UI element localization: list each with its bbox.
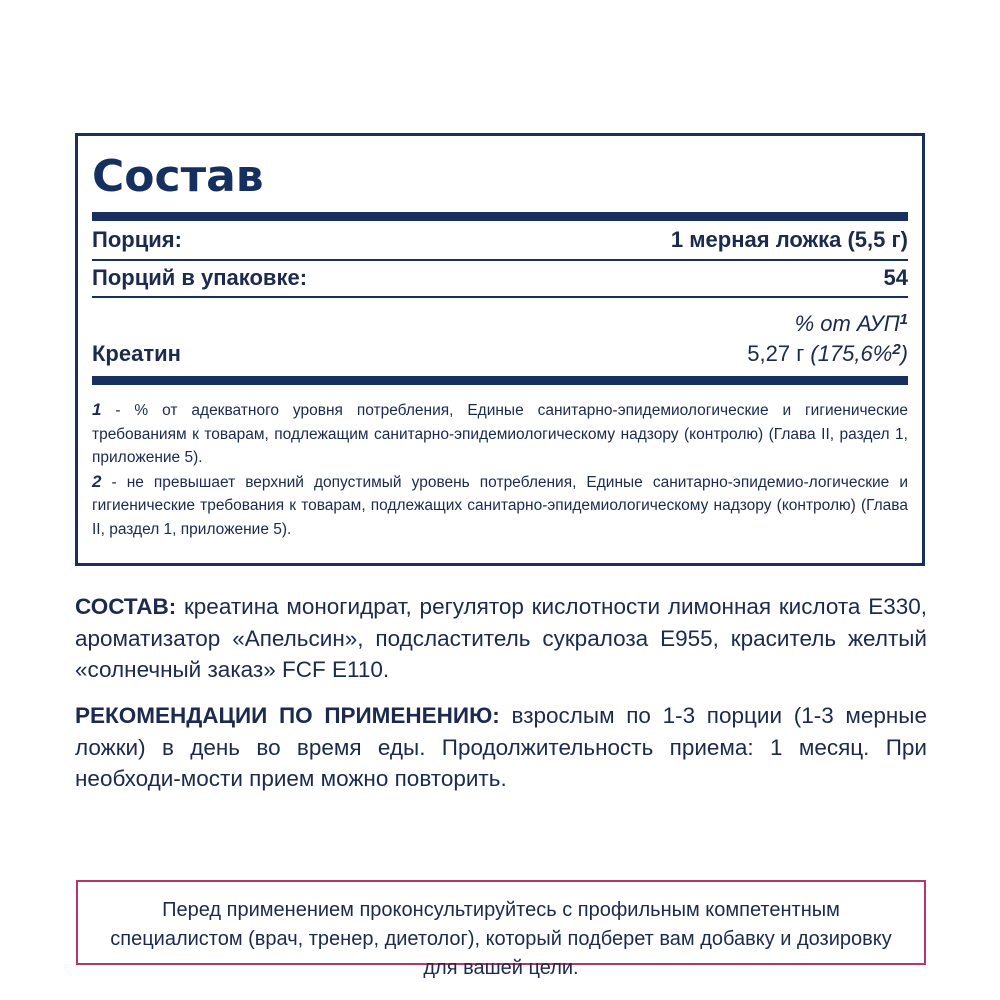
- recommendations-label: РЕКОМЕНДАЦИИ ПО ПРИМЕНЕНИЮ:: [75, 703, 500, 728]
- footnotes: [92, 398, 908, 541]
- footnote-1-mark: 1: [92, 400, 102, 419]
- serving-value: 1 мерная ложка (5,5 г): [670, 227, 908, 252]
- footnote-ref-2: 2: [892, 341, 901, 358]
- supplement-facts-panel: [75, 133, 925, 566]
- servings-per-container-row: [92, 261, 908, 295]
- thin-divider: [92, 296, 908, 298]
- facts-title: Состав: [92, 151, 264, 202]
- servings-label: Порций в упаковке:: [92, 265, 308, 290]
- consultation-text: Перед применением проконсультируйтесь с профильным компетентным специалистом (врач, тренер, диетолог), который подберет вам добавку и дозировку для вашей цели.: [110, 899, 892, 979]
- composition-paragraph: [75, 591, 927, 686]
- footnote-2-mark: 2: [92, 471, 102, 491]
- footnote-1-text: - % от адекватного уровня потребления, Единые санитарно-эпидемиологические и гигиенические требованиям к товарам, подлежащим санитарно-эпидемиологическому надзору (контролю) (Глава II, раздел 1, приложение 5).: [92, 402, 908, 466]
- thick-divider: [92, 212, 908, 221]
- recommendations-paragraph: [75, 700, 927, 795]
- footnote-1: [92, 398, 908, 470]
- nutrient-value: 5,27 г (175,6%$^2$): [747, 341, 908, 366]
- thick-divider: [92, 376, 908, 385]
- percent-column-header: % от АУП$^1$: [794, 311, 908, 336]
- footnote-ref-1: 1: [899, 311, 908, 328]
- consultation-notice: [76, 880, 926, 979]
- composition-label: СОСТАВ:: [75, 594, 177, 619]
- serving-label: Порция:: [92, 227, 182, 252]
- composition-text: креатина моногидрат, регулятор кислотности лимонная кислота E330, ароматизатор «Апельсин», подсластитель сукралоза E955, краситель желтый «солнечный заказ» FCF E110.: [75, 594, 927, 682]
- recommendations-text: взрослым по 1-3 порции (1-3 мерные ложки) в день во время еды. Продолжительность приема: 1 месяц. При необходи-мости прием можно повторить.: [75, 703, 927, 791]
- nutrient-percent: (175,6%: [810, 341, 893, 366]
- nutrient-name: Креатин: [92, 341, 181, 366]
- servings-value: 54: [883, 265, 908, 290]
- serving-row: [92, 223, 908, 257]
- nutrient-amount: 5,27 г: [747, 341, 805, 366]
- footnote-2-text: - не превышает верхний допустимый уровень потребления, Единые санитарно-эпидемио-логические и гигиенические требования к товарам, подлежащих санитарно-эпидемиологическому надзору (контролю) (Глава II, раздел 1, приложение 5).: [92, 473, 908, 538]
- footnote-2: [92, 470, 908, 542]
